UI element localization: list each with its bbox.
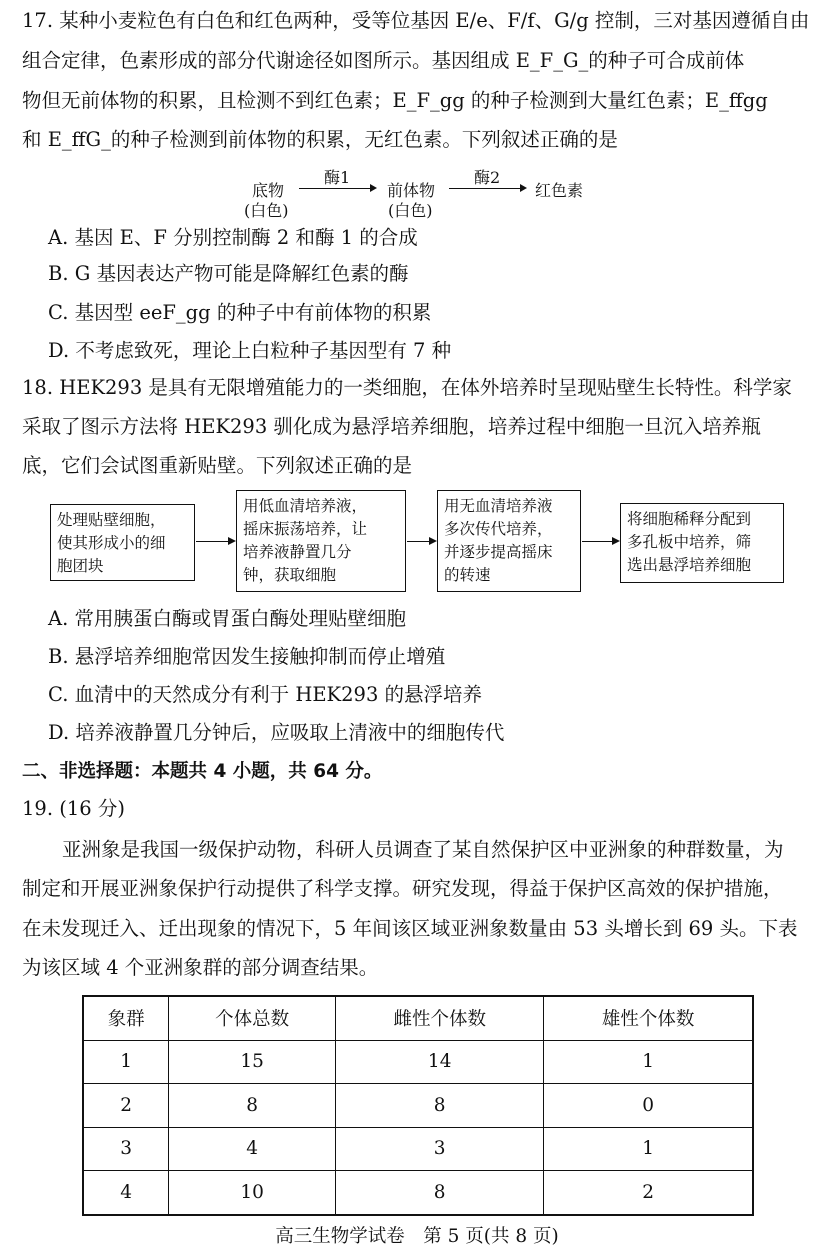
q17-stem-line-3: 物但无前体物的积累，且检测不到红色素；E_F_gg 的种子检测到大量红色素；E_ffgg xyxy=(22,89,768,112)
pathway-arrow-1 xyxy=(299,188,375,189)
q19-para-line-4: 为该区域 4 个亚洲象群的部分调查结果。 xyxy=(22,956,379,979)
q17-stem-line-2: 组合定律，色素形成的部分代谢途径如图所示。基因组成 E_F_G_的种子可合成前体 xyxy=(22,49,745,72)
q18-option-b: B. 悬浮培养细胞常因发生接触抑制而停止增殖 xyxy=(48,645,446,668)
table-row xyxy=(83,1127,753,1171)
q18-option-a: A. 常用胰蛋白酶或胃蛋白酶处理贴壁细胞 xyxy=(48,607,406,630)
table-cell: 4 xyxy=(169,1127,336,1171)
flow-step-1: 处理贴壁细胞， 使其形成小的细 胞团块 xyxy=(50,504,195,581)
flow-step-4: 将细胞稀释分配到 多孔板中培养，筛 选出悬浮培养细胞 xyxy=(620,503,784,583)
table-row xyxy=(83,1040,753,1084)
q19-para-line-1: 亚洲象是我国一级保护动物，科研人员调查了某自然保护区中亚洲象的种群数量，为 xyxy=(62,838,784,861)
table-row xyxy=(83,1171,753,1215)
q17-stem-line-1: 17. 某种小麦粒色有白色和红色两种，受等位基因 E/e、F/f、G/g 控制，三对基因遵循自由 xyxy=(22,9,810,32)
table-cell: 8 xyxy=(169,1084,336,1128)
pathway-arrow-2 xyxy=(449,188,525,189)
table-header-row xyxy=(83,996,753,1040)
table-header-cell: 雌性个体数 xyxy=(336,996,544,1040)
elephant-herd-table xyxy=(82,995,754,1216)
table-cell: 1 xyxy=(544,1127,753,1171)
table-cell: 10 xyxy=(169,1171,336,1215)
q18-stem-line-1: 18. HEK293 是具有无限增殖能力的一类细胞，在体外培养时呈现贴壁生长特性。科学家 xyxy=(22,376,792,399)
table-cell: 2 xyxy=(83,1084,169,1128)
table-header-cell: 雄性个体数 xyxy=(544,996,753,1040)
flow-step-3: 用无血清培养液 多次传代培养， 并逐步提高摇床 的转速 xyxy=(437,490,581,592)
table-header-cell: 象群 xyxy=(83,996,169,1040)
pathway-product: 红色素 xyxy=(535,181,584,200)
table-cell: 3 xyxy=(83,1127,169,1171)
page-footer: 高三生物学试卷 第 5 页(共 8 页) xyxy=(275,1226,559,1247)
q18-stem-line-3: 底，它们会试图重新贴壁。下列叙述正确的是 xyxy=(22,454,413,477)
q19-header: 19. (16 分) xyxy=(22,797,125,820)
q19-para-line-3: 在未发现迁入、迁出现象的情况下，5 年间该区域亚洲象数量由 53 头增长到 69 头。下表 xyxy=(22,917,798,940)
table-cell: 15 xyxy=(169,1040,336,1084)
table-cell: 14 xyxy=(336,1040,544,1084)
table-cell: 8 xyxy=(336,1171,544,1215)
table-cell: 8 xyxy=(336,1084,544,1128)
flow-arrow-2 xyxy=(407,541,435,542)
q17-option-b: B. G 基因表达产物可能是降解红色素的酶 xyxy=(48,262,409,285)
flow-arrow-1 xyxy=(196,541,234,542)
table-row xyxy=(83,1084,753,1128)
q18-option-d: D. 培养液静置几分钟后，应吸取上清液中的细胞传代 xyxy=(48,721,505,744)
pathway-enzyme-2: 酶2 xyxy=(474,168,501,187)
table-cell: 1 xyxy=(544,1040,753,1084)
q19-para-line-2: 制定和开展亚洲象保护行动提供了科学支撑。研究发现，得益于保护区高效的保护措施， xyxy=(22,877,783,900)
pathway-substrate: 底物 xyxy=(252,181,285,200)
flow-step-2: 用低血清培养液， 摇床振荡培养，让 培养液静置几分 钟，获取细胞 xyxy=(236,490,406,592)
q17-option-a: A. 基因 E、F 分别控制酶 2 和酶 1 的合成 xyxy=(48,226,418,249)
flow-arrow-3 xyxy=(582,541,618,542)
pathway-substrate-color: (白色) xyxy=(244,201,289,220)
table-cell: 3 xyxy=(336,1127,544,1171)
section-2-heading: 二、非选择题：本题共 4 小题，共 64 分。 xyxy=(22,761,383,782)
q18-option-c: C. 血清中的天然成分有利于 HEK293 的悬浮培养 xyxy=(48,683,483,706)
table-header-cell: 个体总数 xyxy=(169,996,336,1040)
q18-stem-line-2: 采取了图示方法将 HEK293 驯化成为悬浮培养细胞，培养过程中细胞一旦沉入培养瓶 xyxy=(22,415,761,438)
pathway-precursor: 前体物 xyxy=(387,181,436,200)
table-cell: 4 xyxy=(83,1171,169,1215)
q17-option-c: C. 基因型 eeF_gg 的种子中有前体物的积累 xyxy=(48,301,432,324)
table-cell: 1 xyxy=(83,1040,169,1084)
table-cell: 2 xyxy=(544,1171,753,1215)
q17-option-d: D. 不考虑致死，理论上白粒种子基因型有 7 种 xyxy=(48,339,452,362)
pathway-precursor-color: (白色) xyxy=(388,201,433,220)
table-cell: 0 xyxy=(544,1084,753,1128)
q17-stem-line-4: 和 E_ffG_的种子检测到前体物的积累，无红色素。下列叙述正确的是 xyxy=(22,128,618,151)
pathway-enzyme-1: 酶1 xyxy=(324,168,351,187)
